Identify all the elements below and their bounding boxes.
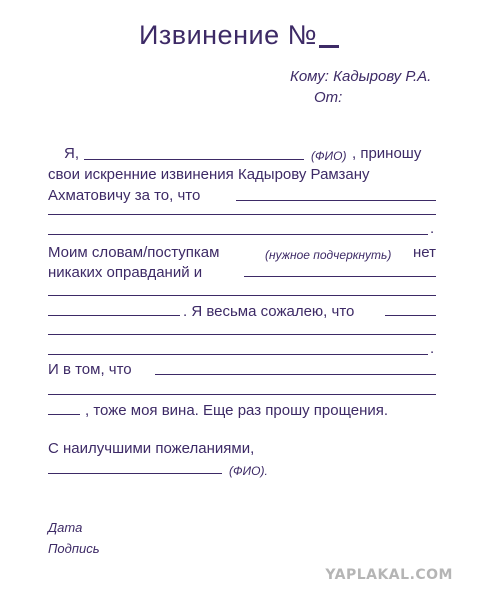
reason-blank-2[interactable] xyxy=(48,214,436,215)
p3-end: , тоже моя вина. Еще раз прошу прощения. xyxy=(85,402,389,419)
p2-line1-start: Моим словам/поступкам xyxy=(48,244,220,261)
justification-blank-3[interactable] xyxy=(48,315,180,316)
title-text: Извинение № xyxy=(138,20,318,50)
closing-fio-hint: (ФИО). xyxy=(229,464,268,478)
reason-blank-1[interactable] xyxy=(236,200,436,201)
p2-line1-end: нет xyxy=(413,244,436,261)
number-blank[interactable] xyxy=(319,21,339,48)
fio-blank-1[interactable] xyxy=(84,159,304,160)
p3-start: И в том, что xyxy=(48,361,132,378)
closing-text: С наилучшими пожеланиями, xyxy=(48,440,255,457)
recipient-line: Кому: Кадырову Р.А. xyxy=(290,68,432,85)
reason-blank-3[interactable] xyxy=(48,234,428,235)
closing-fio-blank[interactable] xyxy=(48,473,222,474)
sender-line: От: xyxy=(314,89,343,106)
signature-label: Подпись xyxy=(48,541,100,556)
p1-fio-hint: (ФИО) xyxy=(311,149,347,163)
p2-hint: (нужное подчеркнуть) xyxy=(265,248,392,262)
fault-blank-1[interactable] xyxy=(155,374,436,375)
p1-line3: Ахматовичу за то, что xyxy=(48,187,201,204)
p1-line2: свои искренние извинения Кадырову Рамзану xyxy=(48,166,370,183)
watermark: YAPLAKAL.COM xyxy=(325,567,453,583)
p1-end-dot: . xyxy=(430,220,435,237)
fault-blank-2[interactable] xyxy=(48,394,436,395)
fault-blank-3[interactable] xyxy=(48,414,80,415)
p2-regret: . Я весьма сожалею, что xyxy=(183,303,355,320)
regret-blank-2[interactable] xyxy=(48,334,436,335)
page-title xyxy=(0,20,478,51)
justification-blank-1[interactable] xyxy=(244,276,436,277)
p1-after-fio: , приношу xyxy=(352,145,422,162)
regret-blank-1[interactable] xyxy=(385,315,436,316)
p1-start: Я, xyxy=(64,145,79,162)
justification-blank-2[interactable] xyxy=(48,295,436,296)
p2-line2: никаких оправданий и xyxy=(48,264,203,281)
p2-end-dot: . xyxy=(430,340,435,357)
regret-blank-3[interactable] xyxy=(48,354,428,355)
date-label: Дата xyxy=(48,520,83,535)
